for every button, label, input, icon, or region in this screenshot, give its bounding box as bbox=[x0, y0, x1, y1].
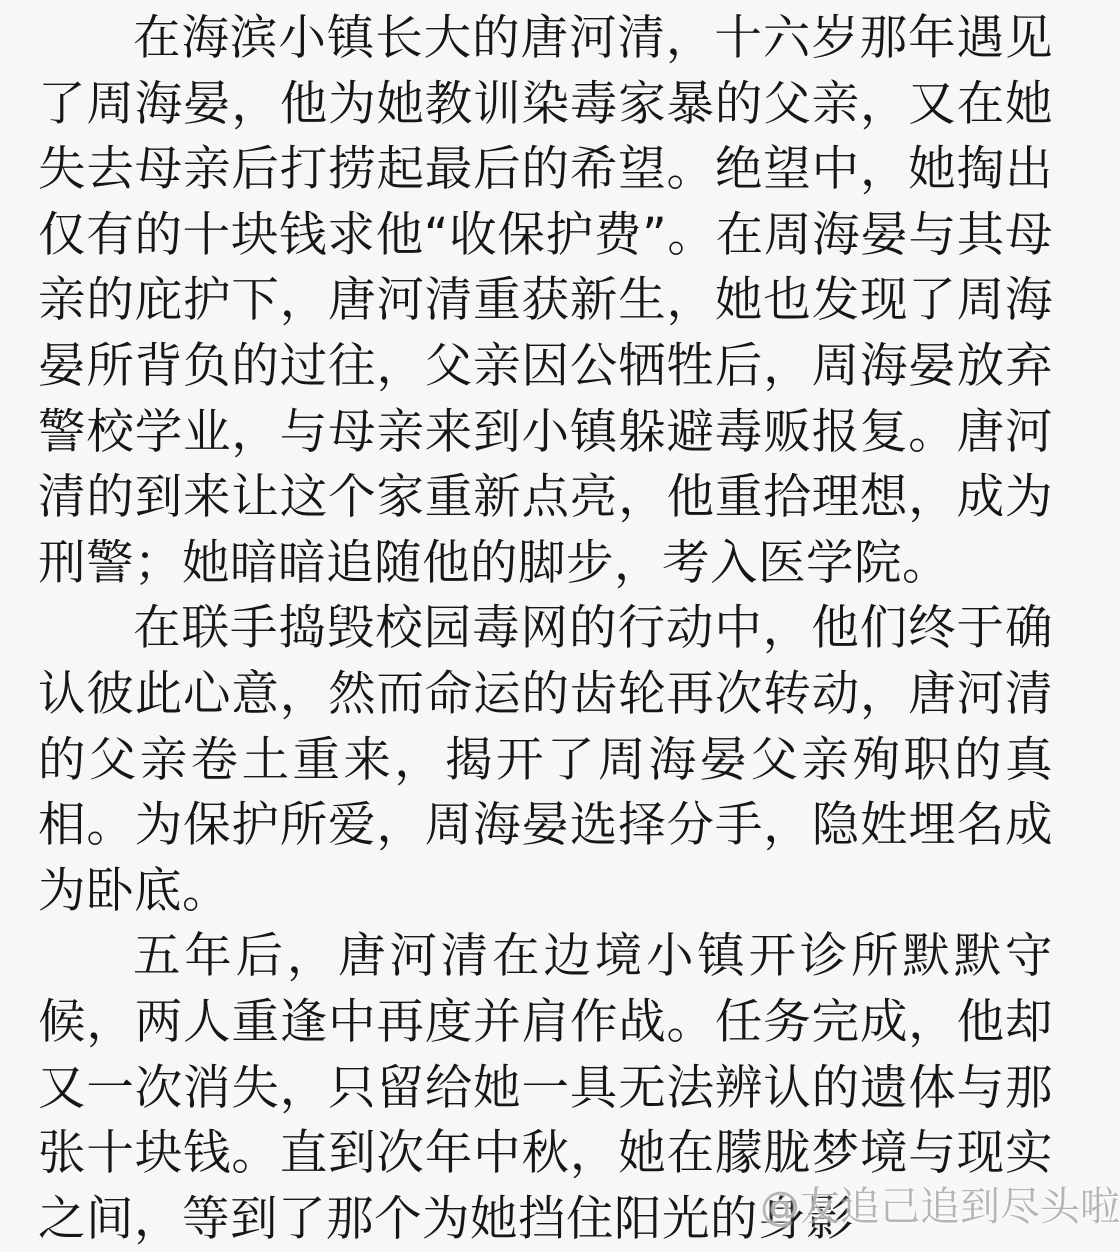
weibo-watermark: @友追己追到尽头啦 bbox=[760, 1184, 1120, 1230]
document-body bbox=[38, 6, 1053, 1252]
paragraph-3: 五年后，唐河清在边境小镇开诊所默默守候，两人重逢中再度并肩作战。任务完成，他却又一次消失，只留给她一具无法辨认的遗体与那张十块钱。直到次年中秋，她在朦胧梦境与现实之间，等到了那个为她挡住阳光的身影 bbox=[38, 929, 1053, 1247]
paragraph-2: 在联手捣毁校园毒网的行动中，他们终于确认彼此心意，然而命运的齿轮再次转动，唐河清的父亲卷土重来，揭开了周海晏父亲殉职的真相。为保护所爱，周海晏选择分手，隐姓埋名成为卧底。 bbox=[38, 601, 1053, 919]
paragraph-1: 在海滨小镇长大的唐河清，十六岁那年遇见了周海晏，他为她教训染毒家暴的父亲，又在她失去母亲后打捞起最后的希望。绝望中，她掏出仅有的十块钱求他“收保护费”。在周海晏与其母亲的庇护下，唐河清重获新生，她也发现了周海晏所背负的过往，父亲因公牺牲后，周海晏放弃警校学业，与母亲来到小镇躲避毒贩报复。唐河清的到来让这个家重新点亮，他重拾理想，成为刑警；她暗暗追随他的脚步，考入医学院。 bbox=[38, 11, 1053, 591]
